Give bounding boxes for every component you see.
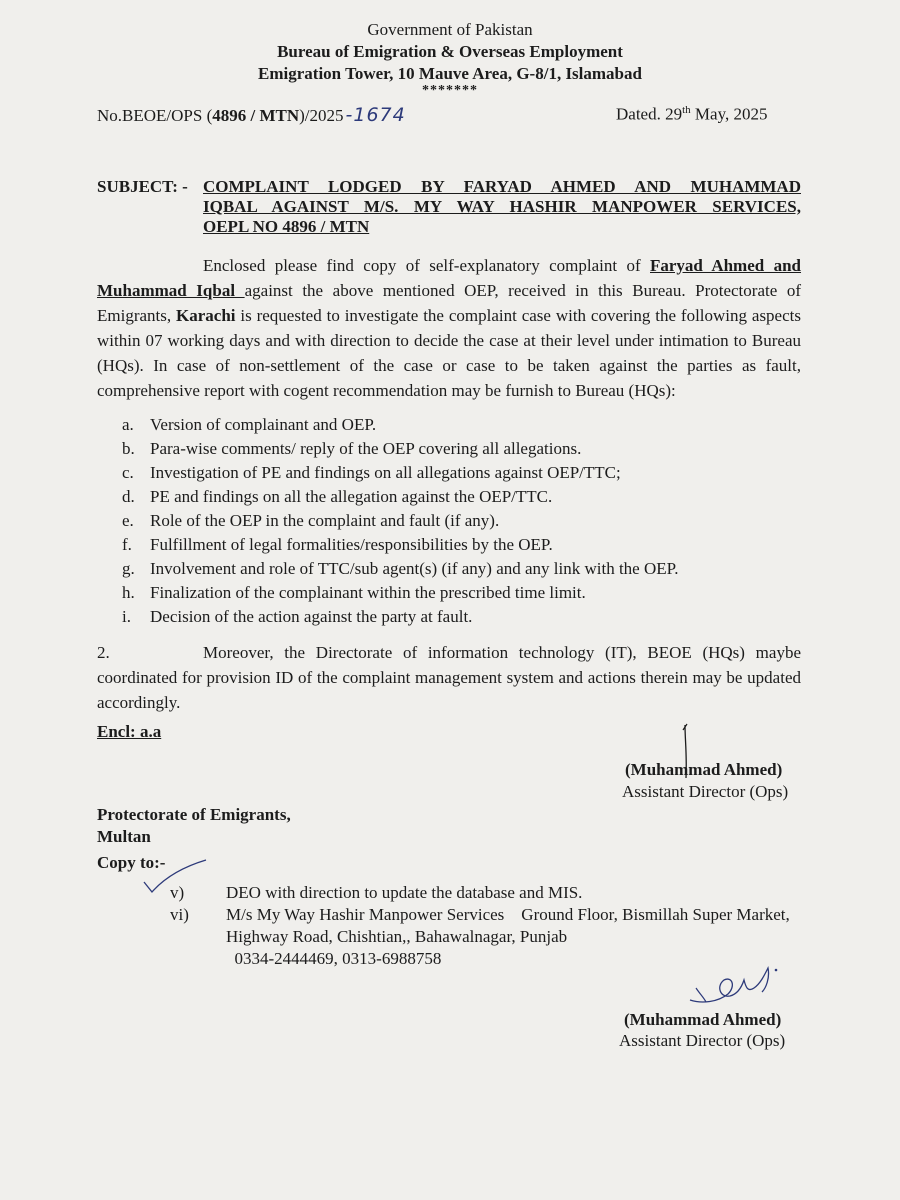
para1-text-2: against the above mentioned OEP, received in this Bureau. Protectorate of Emigrants,	[97, 281, 801, 325]
signature-2-icon	[682, 958, 792, 1018]
addressee-line-2: Multan	[97, 827, 151, 846]
addressee-line-1: Protectorate of Emigrants,	[97, 805, 291, 824]
copy-to-label: Copy to:-	[97, 853, 166, 872]
list-item: d. PE and findings on all the allegation against the OEP/TTC.	[122, 487, 553, 506]
list-item: a. Version of complainant and OEP.	[122, 415, 377, 434]
list-item: b. Para-wise comments/ reply of the OEP covering all allegations.	[122, 439, 582, 458]
signatory-1-designation: Assistant Director (Ops)	[622, 782, 789, 801]
subject-label: SUBJECT: -	[97, 177, 188, 196]
signatory-2-designation: Assistant Director (Ops)	[619, 1031, 786, 1050]
list-item: f. Fulfillment of legal formalities/responsibilities by the OEP.	[122, 535, 553, 554]
body-paragraph-1	[97, 253, 801, 403]
complainant-names: Faryad Ahmed and Muhammad Iqbal	[97, 256, 802, 300]
signatory-2-name: (Muhammad Ahmed)	[624, 1010, 782, 1029]
date-suffix: May, 2025	[690, 104, 768, 124]
subject-text	[203, 177, 801, 237]
para1-text-3: is requested to investigate the complaint case with covering the following aspects within 07 working days and with direction to decide the case at their level under intimation to Bureau (HQs). In case of non-settlement of the case or case to be taken against the parties as fault, comprehensive report with cogent recommendation may be furnish to Bureau (HQs):	[97, 306, 801, 400]
ref-bold: 4896 / MTN	[212, 106, 300, 125]
header-government: Government of Pakistan	[367, 20, 533, 39]
header-bureau: Bureau of Emigration & Overseas Employment	[277, 42, 623, 61]
subject-line: IQBAL AGAINST M/S. MY WAY HASHIR MANPOWER SERVICES,	[203, 197, 801, 216]
para1-text-1: Enclosed please find copy of self-explanatory complaint of	[203, 256, 650, 275]
para2-text: Moreover, the Directorate of information technology (IT), BEOE (HQs) maybe coordinated for provision ID of the complaint management system and actions therein may be updated accordingly.	[97, 643, 801, 712]
city-karachi: Karachi	[176, 306, 236, 325]
list-item: e. Role of the OEP in the complaint and fault (if any).	[122, 511, 500, 530]
signatory-1-name: (Muhammad Ahmed)	[625, 760, 783, 779]
ref-suffix: )/2025	[299, 106, 344, 125]
aspects-list	[122, 413, 802, 629]
letter-date	[616, 104, 767, 125]
paragraph-number: 2.	[97, 643, 110, 662]
subject-line: OEPL NO 4896 / MTN	[203, 217, 370, 236]
subject-line: COMPLAINT LODGED BY FARYAD AHMED AND MUHAMMAD	[203, 177, 801, 196]
list-item: c. Investigation of PE and findings on all allegations against OEP/TTC;	[122, 463, 621, 482]
body-paragraph-2	[97, 640, 801, 715]
reference-number	[97, 104, 406, 126]
ref-handwritten-number: -1674	[345, 104, 406, 126]
header-stars: *******	[422, 83, 478, 98]
copy-item: v) DEO with direction to update the database and MIS.	[170, 883, 583, 902]
list-item: h. Finalization of the complainant within the prescribed time limit.	[122, 583, 586, 602]
date-sup: th	[682, 104, 691, 116]
copy-item: vi) M/s My Way Hashir Manpower Services Ground Floor, Bismillah Super Market, Highway Road, Chishtian,, Bahawalnagar, Punjab 0334-2444469, 0313-6988758	[170, 905, 790, 968]
date-prefix: Dated. 29	[616, 104, 683, 124]
list-item: g. Involvement and role of TTC/sub agent(s) (if any) and any link with the OEP.	[122, 559, 679, 578]
enclosure-note: Encl: a.a	[97, 722, 162, 741]
list-item: i. Decision of the action against the party at fault.	[122, 607, 473, 626]
header-address: Emigration Tower, 10 Mauve Area, G-8/1, Islamabad	[258, 64, 642, 83]
ref-prefix: No.BEOE/OPS (	[97, 106, 213, 125]
copy-to-list	[170, 882, 810, 970]
